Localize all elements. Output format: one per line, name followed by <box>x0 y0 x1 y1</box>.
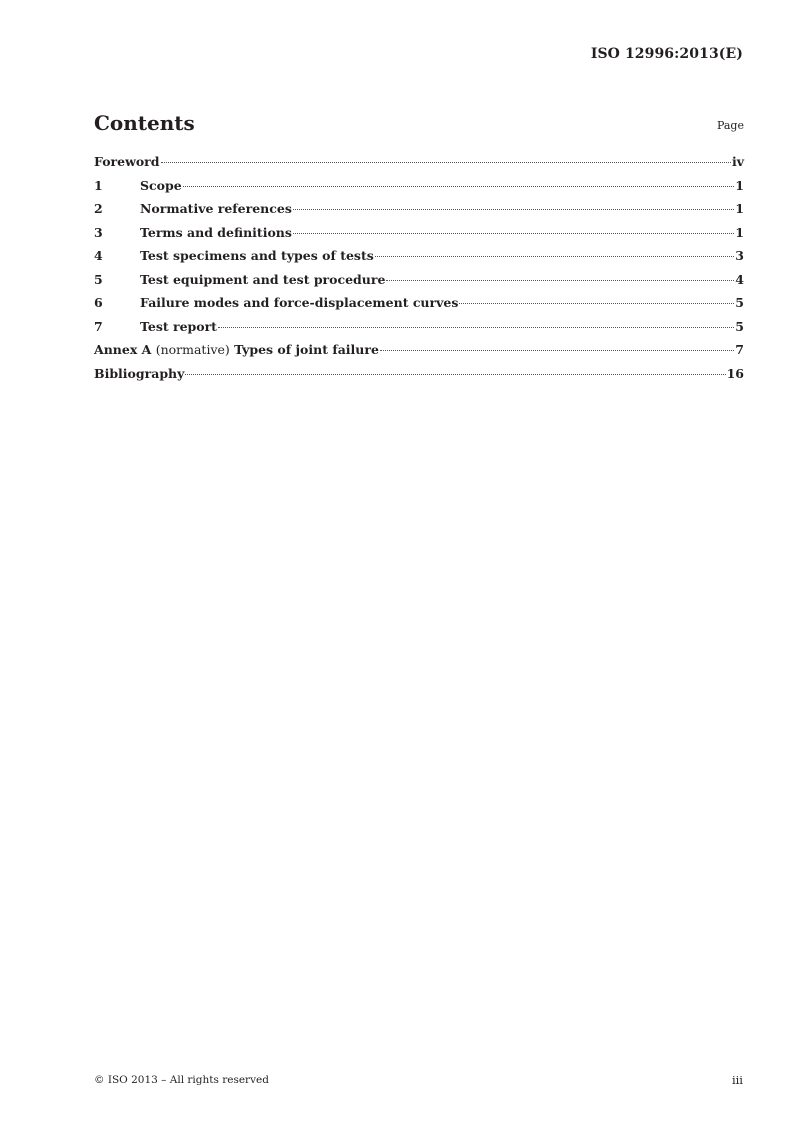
toc-entry-page: 7 <box>735 342 744 357</box>
annex-kind: (normative) <box>155 342 230 357</box>
toc-entry-annex-a[interactable] <box>94 342 744 366</box>
toc-dot-leader <box>185 374 725 375</box>
toc-entry-number: 2 <box>94 201 103 216</box>
contents-title: Contents <box>94 111 195 135</box>
page-column-label: Page <box>716 119 744 132</box>
toc-dot-leader <box>293 209 734 210</box>
toc-entry-number: 4 <box>94 248 103 263</box>
toc-entry-title: Bibliography <box>94 365 185 381</box>
toc-entry-page: 5 <box>735 318 744 334</box>
annex-label: Annex A <box>94 342 152 357</box>
toc-dot-leader <box>161 162 731 163</box>
toc-dot-leader <box>459 303 734 304</box>
toc-entry-page: 1 <box>735 224 744 240</box>
toc-entry-title: Test report <box>140 318 217 334</box>
document-id: ISO 12996:2013(E) <box>590 46 743 62</box>
toc-entry-title: Foreword <box>94 154 160 169</box>
page-number: iii <box>731 1073 743 1087</box>
toc-entry-failure-modes[interactable] <box>94 295 744 319</box>
toc-entry-title: Test equipment and test procedure <box>140 271 386 287</box>
toc-dot-leader <box>375 256 735 257</box>
toc-entry-number: 3 <box>94 224 103 240</box>
toc-entry-page: 1 <box>735 201 744 216</box>
toc-dot-leader <box>218 327 734 328</box>
toc-entry-title: Terms and definitions <box>140 224 292 240</box>
toc-entry-page: 16 <box>726 365 744 381</box>
toc-entry-bibliography[interactable] <box>94 366 744 390</box>
toc-entry-test-specimens[interactable] <box>94 248 744 272</box>
toc-entry-page: 1 <box>735 177 744 193</box>
toc-entry-foreword[interactable] <box>94 154 744 178</box>
toc-entry-scope[interactable] <box>94 178 744 202</box>
toc-entry-number: 6 <box>94 295 103 310</box>
toc-dot-leader <box>380 350 734 351</box>
toc-entry-terms-and-definitions[interactable] <box>94 225 744 249</box>
table-of-contents <box>94 154 744 389</box>
toc-entry-page: 3 <box>735 248 744 263</box>
toc-entry-title: Normative references <box>140 201 292 216</box>
toc-entry-test-equipment[interactable] <box>94 272 744 296</box>
toc-entry-title <box>94 342 379 357</box>
toc-entry-page: iv <box>731 154 744 169</box>
copyright-notice: © ISO 2013 – All rights reserved <box>94 1074 269 1086</box>
toc-entry-page: 5 <box>735 295 744 310</box>
toc-entry-test-report[interactable] <box>94 319 744 343</box>
toc-entry-title: Failure modes and force-displacement curves <box>140 295 459 310</box>
toc-dot-leader <box>386 280 734 281</box>
annex-title: Types of joint failure <box>234 342 379 357</box>
toc-entry-page: 4 <box>735 271 744 287</box>
toc-entry-number: 7 <box>94 318 103 334</box>
toc-entry-number: 1 <box>94 177 103 193</box>
toc-entry-number: 5 <box>94 271 103 287</box>
toc-entry-normative-references[interactable] <box>94 201 744 225</box>
toc-entry-title: Scope <box>140 177 182 193</box>
toc-entry-title: Test specimens and types of tests <box>140 248 374 263</box>
contents-header <box>94 111 744 141</box>
toc-dot-leader <box>293 233 734 234</box>
toc-dot-leader <box>183 186 735 187</box>
